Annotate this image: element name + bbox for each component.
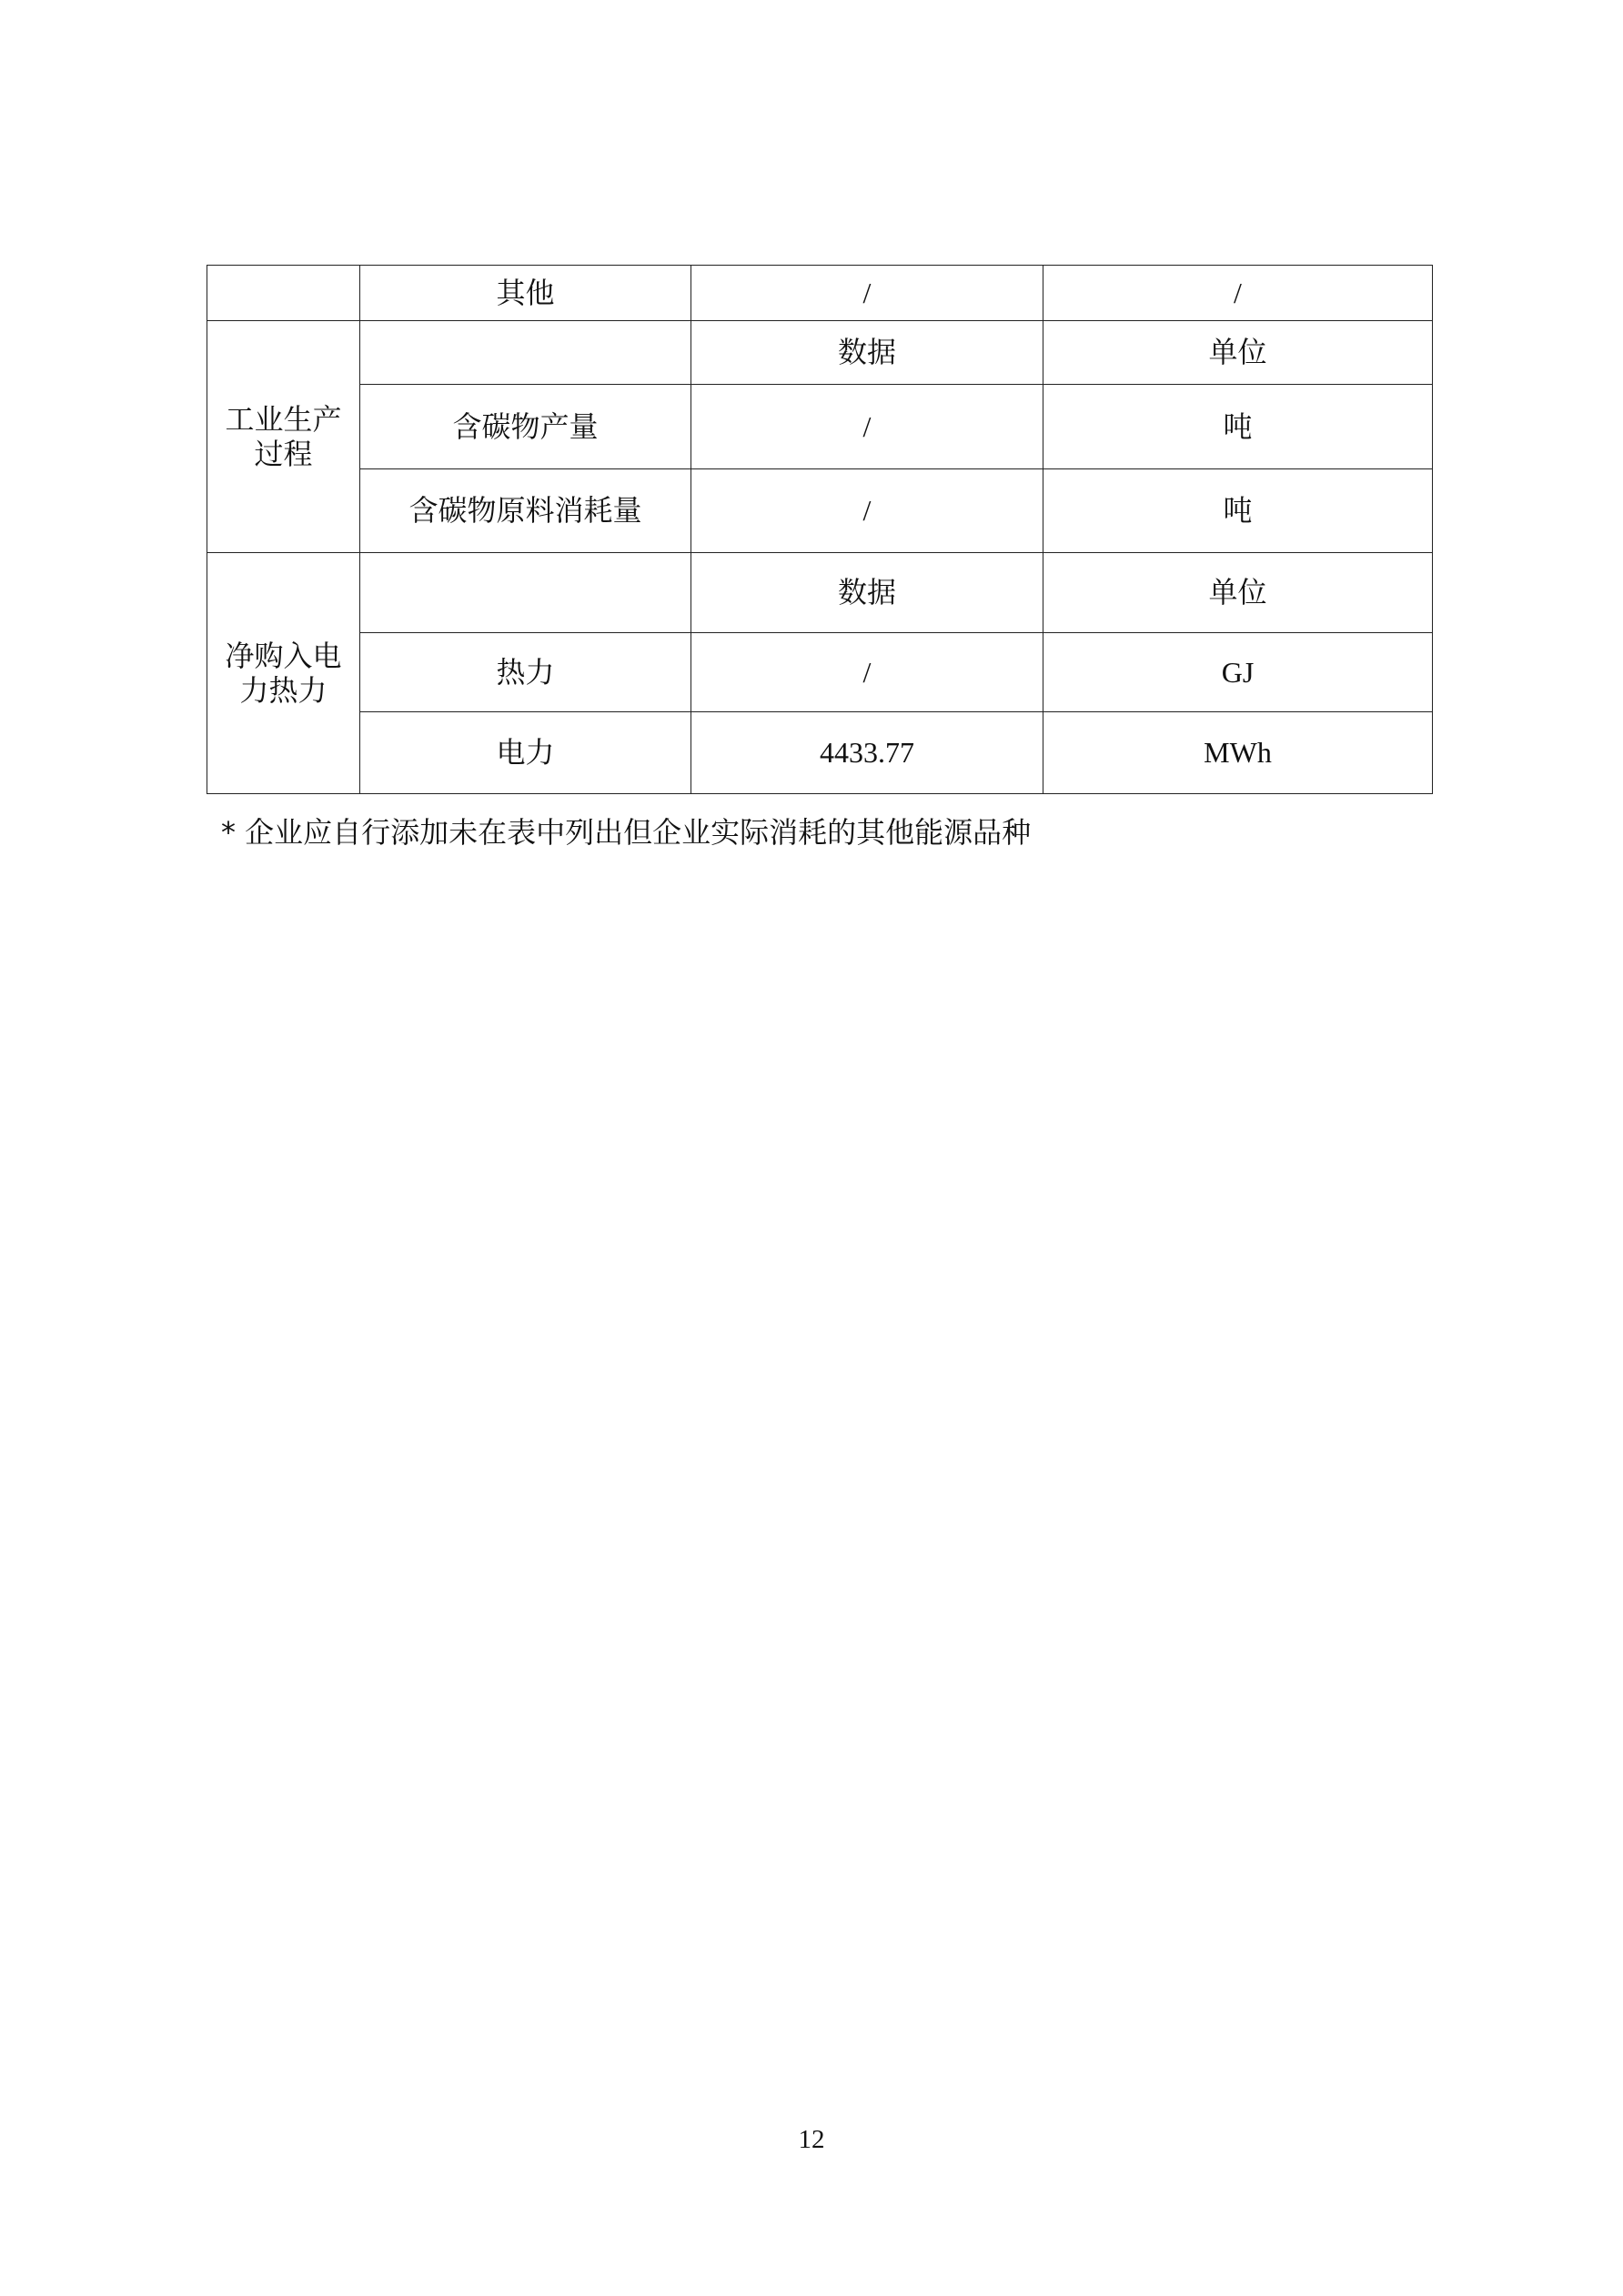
cell-unit-electricity: MWh [1043, 712, 1433, 794]
table-row [207, 553, 1433, 633]
table-row [207, 469, 1433, 553]
table-row [207, 321, 1433, 385]
empty-cell [360, 321, 691, 385]
table-row [207, 385, 1433, 469]
header-data: 数据 [691, 321, 1043, 385]
cell-data-heat: / [691, 633, 1043, 712]
cell-data-electricity: 4433.77 [691, 712, 1043, 794]
cell-unit-other: / [1043, 266, 1433, 321]
table-row [207, 266, 1433, 321]
row-label-heat: 热力 [360, 633, 691, 712]
cell-unit-carbon-material: 吨 [1043, 469, 1433, 553]
group-label-text: 净购入电 力热力 [225, 638, 342, 708]
cell-unit-carbon-output: 吨 [1043, 385, 1433, 469]
header-unit: 单位 [1043, 321, 1433, 385]
cell-data-carbon-material: / [691, 469, 1043, 553]
row-label-carbon-material: 含碳物原料消耗量 [360, 469, 691, 553]
energy-data-table [207, 265, 1433, 794]
table-row [207, 712, 1433, 794]
group-label-net-purchase [207, 553, 360, 794]
cell-data-carbon-output: / [691, 385, 1043, 469]
table-row [207, 633, 1433, 712]
cell-unit-heat: GJ [1043, 633, 1433, 712]
footnote: * 企业应自行添加未在表中列出但企业实际消耗的其他能源品种 [221, 815, 1032, 850]
cell-data-other: / [691, 266, 1043, 321]
header-unit: 单位 [1043, 553, 1433, 633]
group-label-text: 工业生产 过程 [225, 401, 342, 471]
group-label-industrial-process [207, 321, 360, 553]
header-data: 数据 [691, 553, 1043, 633]
row-label-carbon-output: 含碳物产量 [360, 385, 691, 469]
empty-cell [207, 266, 360, 321]
empty-cell [360, 553, 691, 633]
row-label-other: 其他 [360, 266, 691, 321]
row-label-electricity: 电力 [360, 712, 691, 794]
page-number: 12 [798, 2125, 825, 2154]
